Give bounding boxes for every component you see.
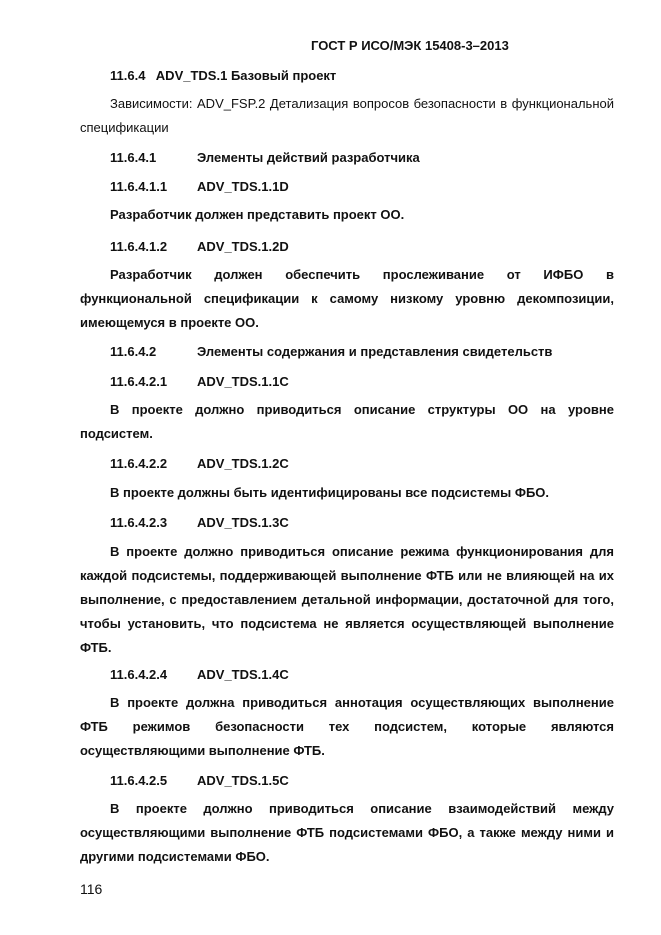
item-title: ADV_TDS.1.2D (197, 239, 289, 254)
item-heading (110, 773, 289, 788)
item-body: Разработчик должен представить проект ОО. (110, 207, 405, 222)
item-heading (110, 374, 289, 389)
item-body: В проекте должна приводиться аннотация осуществляющих выполнение ФТБ режимов безопасности тех подсистем, которые являются осуществляющими выполнение ФТБ. (80, 695, 614, 758)
item-title: ADV_TDS.1.5C (197, 773, 289, 788)
item-heading (110, 239, 289, 254)
section-code: ADV_TDS.1 (155, 68, 228, 83)
item-title: ADV_TDS.1.1C (197, 374, 289, 389)
item-number: 11.6.4.2.1 (110, 374, 168, 389)
item-number: 11.6.4.1.2 (110, 239, 168, 254)
page-number: 116 (80, 881, 103, 897)
standard-header: ГОСТ Р ИСО/МЭК 15408-3–2013 (311, 38, 509, 53)
dependencies-paragraph: Зависимости: ADV_FSP.2 Детализация вопросов безопасности в функциональной спецификации (80, 96, 614, 135)
item-title: ADV_TDS.1.1D (197, 179, 289, 194)
section-heading (110, 68, 336, 83)
item-heading (110, 515, 289, 530)
item-number: 11.6.4.2.4 (110, 667, 168, 682)
section-number: 11.6.4 (110, 68, 146, 83)
item-body: В проекте должно приводиться описание взаимодействий между осуществляющими выполнение ФТБ подсистемами ФБО, а также между ними и другими подсистемами ФБО. (80, 801, 614, 864)
item-number: 11.6.4.1 (110, 150, 157, 165)
item-body: В проекте должно приводиться описание режима функционирования для каждой подсистемы, поддерживающей выполнение ФТБ или не влияющей на их выполнение, с предоставлением детальной информации, достаточной для того, чтобы установить, что подсистема не является осуществляющей выполнение ФТБ. (80, 544, 614, 655)
section-title: Базовый проект (230, 68, 337, 83)
item-title: ADV_TDS.1.3C (197, 515, 289, 530)
item-number: 11.6.4.2.5 (110, 773, 168, 788)
item-number: 11.6.4.2.3 (110, 515, 168, 530)
item-title: Элементы действий разработчика (197, 150, 420, 165)
item-heading (110, 179, 289, 194)
item-number: 11.6.4.2 (110, 344, 157, 359)
item-body: В проекте должно приводиться описание структуры ОО на уровне подсистем. (80, 402, 614, 441)
item-heading (110, 667, 289, 682)
item-number: 11.6.4.2.2 (110, 456, 168, 471)
item-title: Элементы содержания и представления свидетельств (197, 344, 553, 359)
item-body: Разработчик должен обеспечить прослеживание от ИФБО в функциональной спецификации к самому низкому уровню декомпозиции, имеющемуся в проекте ОО. (80, 267, 614, 330)
item-heading (110, 344, 552, 359)
item-heading (110, 456, 289, 471)
item-body: В проекте должны быть идентифицированы все подсистемы ФБО. (110, 485, 550, 500)
item-title: ADV_TDS.1.4C (197, 667, 289, 682)
item-heading (110, 150, 420, 165)
item-number: 11.6.4.1.1 (110, 179, 168, 194)
item-title: ADV_TDS.1.2C (197, 456, 289, 471)
